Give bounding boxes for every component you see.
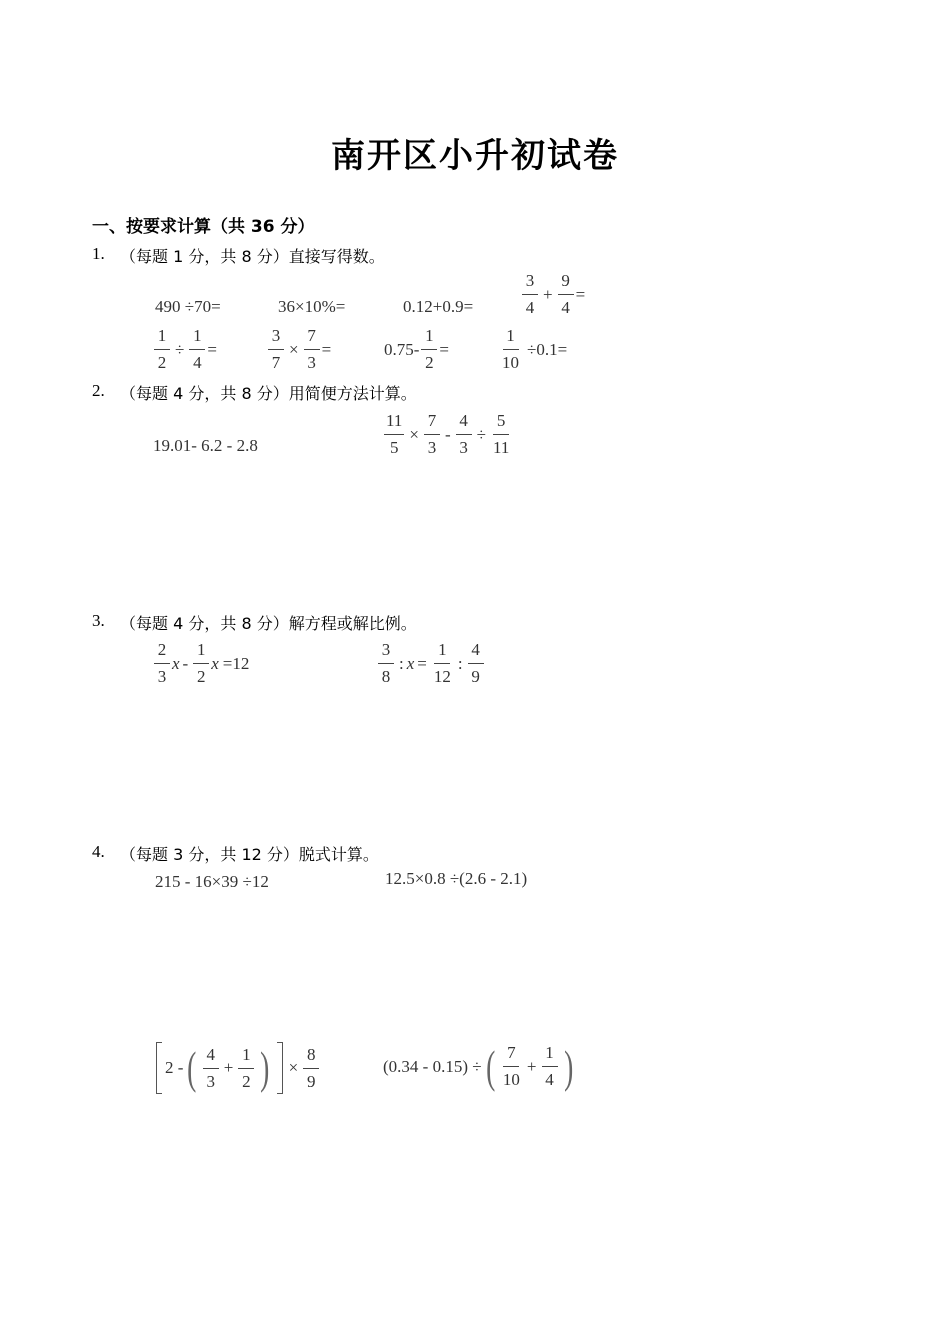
q2-expr-2: $\frac{11}{5}$ × $\frac{7}{3}$ - $\frac{4}{3}$ ÷ $\frac{5}{11}$ bbox=[386, 411, 510, 457]
question-2-text: （每题 4 分，共 8 分）用简便方法计算。 bbox=[120, 384, 417, 403]
left-paren: ( bbox=[187, 1042, 197, 1093]
fraction: $\frac{7}{10}$ bbox=[502, 1043, 520, 1089]
right-paren: ) bbox=[260, 1042, 270, 1093]
q1-expr-3: 0.12+0.9= bbox=[403, 297, 474, 316]
fraction: $\frac{1}{4}$ bbox=[189, 325, 205, 374]
q4-expr-3: 2 - ( $\frac{4}{3}$ + $\frac{1}{2}$ ) × $\frac{8}{9}$ bbox=[153, 1042, 321, 1094]
fraction: $\frac{7}{3}$ bbox=[424, 410, 440, 459]
q3-expr-2: $\frac{3}{8}$ : x = $\frac{1}{12}$ : $\frac{4}{9}$ bbox=[376, 639, 486, 688]
fraction: $\frac{9}{4}$ bbox=[558, 270, 574, 319]
page-title: 南开区小升初试卷 bbox=[331, 136, 619, 176]
section-heading: 一、按要求计算（共 36 分） bbox=[92, 217, 315, 237]
q2-expr-1: 19.01- 6.2 - 2.8 bbox=[153, 436, 258, 455]
q1-expr-4: $\frac{3}{4}$ + $\frac{9}{4}$ = bbox=[520, 270, 585, 319]
fraction: $\frac{1}{2}$ bbox=[193, 639, 209, 688]
left-paren: ( bbox=[485, 1040, 495, 1092]
question-1-text: （每题 1 分，共 8 分）直接写得数。 bbox=[120, 247, 385, 266]
fraction: $\frac{1}{12}$ bbox=[433, 640, 451, 686]
q1-expr-7: 0.75- $\frac{1}{2}$ = bbox=[384, 326, 450, 372]
question-4-number: 4. bbox=[92, 842, 105, 861]
fraction: $\frac{1}{2}$ bbox=[421, 325, 437, 374]
right-paren: ) bbox=[563, 1040, 573, 1092]
fraction: $\frac{2}{3}$ bbox=[154, 639, 170, 688]
q4-expr-4: (0.34 - 0.15) ÷ ( $\frac{7}{10}$ + $\frac{1}{4}$ ) bbox=[383, 1040, 573, 1092]
question-2-number: 2. bbox=[92, 381, 105, 400]
question-3-text: （每题 4 分，共 8 分）解方程或解比例。 bbox=[120, 614, 417, 633]
q1-expr-1: 490 ÷70= bbox=[155, 297, 221, 316]
q4-expr-2: 12.5×0.8 ÷(2.6 - 2.1) bbox=[385, 869, 528, 888]
fraction: $\frac{4}{3}$ bbox=[203, 1044, 219, 1093]
fraction: $\frac{5}{11}$ bbox=[492, 411, 510, 457]
q1-expr-6: $\frac{3}{7}$ × $\frac{7}{3}$ = bbox=[266, 325, 331, 374]
fraction: $\frac{3}{8}$ bbox=[378, 639, 394, 688]
q3-expr-1: $\frac{2}{3}$ x - $\frac{1}{2}$ x =12 bbox=[152, 639, 249, 688]
right-bracket bbox=[277, 1042, 283, 1094]
question-1-number: 1. bbox=[92, 244, 105, 263]
fraction: $\frac{11}{5}$ bbox=[386, 411, 403, 457]
fraction: $\frac{1}{2}$ bbox=[154, 325, 170, 374]
fraction: $\frac{3}{7}$ bbox=[268, 325, 284, 374]
fraction: $\frac{4}{9}$ bbox=[468, 639, 484, 688]
left-bracket bbox=[156, 1042, 162, 1094]
fraction: $\frac{8}{9}$ bbox=[303, 1044, 319, 1093]
question-4-text: （每题 3 分，共 12 分）脱式计算。 bbox=[120, 845, 379, 864]
q1-expr-5: $\frac{1}{2}$ ÷ $\frac{1}{4}$ = bbox=[152, 325, 217, 374]
q1-expr-8: $\frac{1}{10}$ ÷0.1= bbox=[502, 326, 568, 372]
fraction: $\frac{1}{2}$ bbox=[238, 1044, 254, 1093]
question-3-number: 3. bbox=[92, 611, 105, 630]
q4-expr-1: 215 - 16×39 ÷12 bbox=[155, 872, 269, 891]
q1-expr-2: 36×10%= bbox=[278, 297, 346, 316]
fraction: $\frac{3}{4}$ bbox=[522, 270, 538, 319]
fraction: $\frac{1}{4}$ bbox=[542, 1042, 558, 1091]
fraction: $\frac{4}{3}$ bbox=[456, 410, 472, 459]
fraction: $\frac{1}{10}$ bbox=[502, 326, 519, 372]
fraction: $\frac{7}{3}$ bbox=[304, 325, 320, 374]
